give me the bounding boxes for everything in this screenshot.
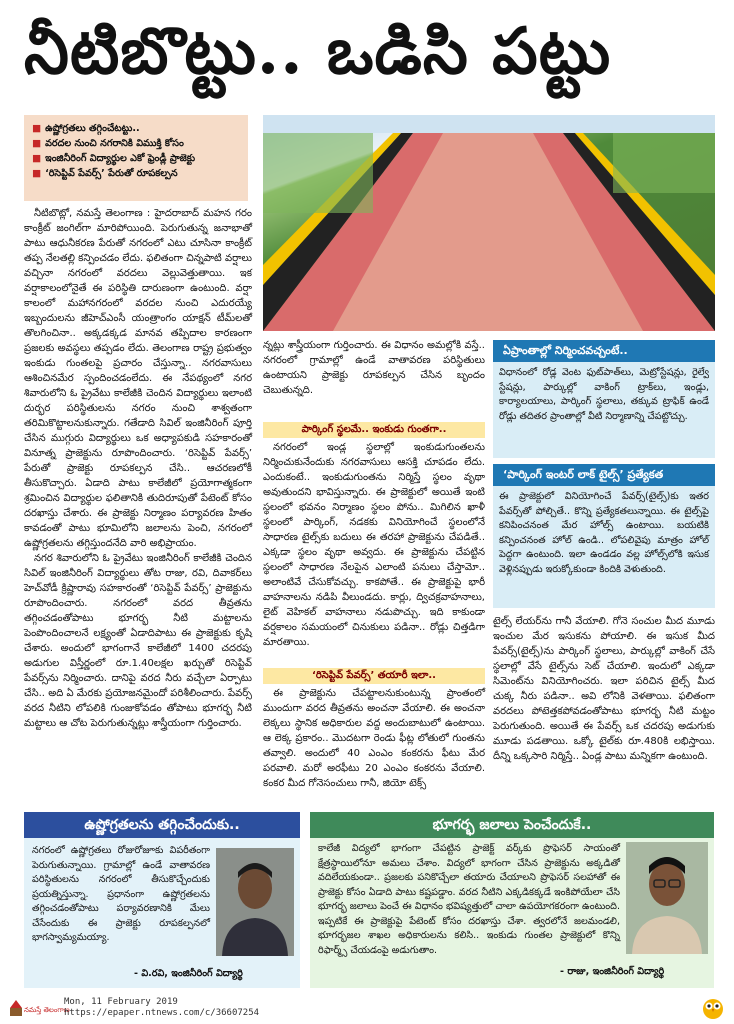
article-paragraph: ఈ ప్రాజెక్టును చేపట్టాలనుకుంటున్న ప్రాంతంలో ముందుగా వరద తీవ్రతను అంచనా వేయాలి. ఈ అంచనా లెక్కలు స్థానిక అధికారుల వద్ద అందుబాటులో ఉంటాయి. ఆ లెక్క ప్రకారం.. మొదటగా రెండు ఫీట్ల లోతులో గుంతను తవ్వాలి. అందులో 40 ఎంఎం కంకరను ఫీటు మేర పరవాలి. మరో అరఫీటు 20 ఎంఎం కంకరను వేయాలి. కంకర మీద గోనెసంచులు గానీ, జియో టెక్స్ [263,688,485,789]
article-paragraph: నగర శివారులోని ఓ ప్రైవేటు ఇంజినీరింగ్ కాలేజీకి చెందిన సివిల్ ఇంజినీరింగ్ విద్యార్థులు తోట రాజు, రవి, దివాకర్‌లు హెచ్‌వోడీ క్రిష్ణారావు సహకారంతో ‘రిసెప్టివ్ పేవర్స్’ ప్రాజెక్టును రూపొందించారు. నగరంలో వరద తీవ్రతను తగ్గించడంతోపాటు భూగర్భ నీటి మట్టాలను పెంపొందించాలనే లక్ష్యంతో ఏడాదిపాటు ఈ ప్రాజెక్టుకు కృషి చేశారు. అందులో భాగంగానే కాలేజీలో 1400 చదరపు అడుగుల విస్తీర్ణంలో రూ.1.40లక్షల ఖర్చుతో రిసెప్టివ్ పేవర్స్‌ను నిర్మించారు. దానిపై వరద నీరు వచ్చేలా ఏర్పాటు చేసి.. అది ఏ మేరకు ప్రయోజనమైందో పరిశీలించారు. పేవర్స్ వరద నీటిని లోపలికి గుంజుకోవడం తోపాటు భూగర్భ నీటి మట్టాలు ఆ చోట పెరుగుతున్నట్లు శాస్త్రీయంగా గుర్తించారు. [24,553,252,729]
quote-ravi-text: నగరంలో ఉష్ణోగ్రతలు రోజురోజూకు విపరీతంగా పెరుగుతున్నాయి. గ్రామాల్లో ఉండే వాతావరణ పరిస్థితులను నగరంలో తీసుకొచ్చేందుకు ప్రయత్నిస్తున్నా. ప్రధానంగా ఉష్ణోగ్రతలను తగ్గించడంతోపాటు పర్యావరణానికి మేలు చేసేందుకు ఈ ప్రాజెక్టు రూపకల్పనలో భాగస్వామ్యమయ్యా. [32,845,210,943]
edition-date: Mon, 11 February 2019 [64,997,178,1007]
quote-ravi-header: ఉష్ణోగ్రతలను తగ్గించేందుకు.. [24,812,300,838]
highlight-item: ■ ఉష్ణోగ్రతలు తగ్గించేటట్టు.. [32,123,140,134]
raju-portrait [626,842,708,954]
quote-ravi-signature: - వి.రవి, ఇంజినీరింగ్ విద్యార్థి [134,968,243,979]
logo-icon [6,996,70,1020]
quote-raju-signature: - రాజు, ఇంజినీరింగ్ విద్యార్థి [560,966,665,977]
headline: నీటిబొట్టు.. ఒడిసి పట్టు [24,14,612,89]
highlight-item: ■ వరదల నుంచి నగరానికి విముక్తి కోసం [32,138,184,149]
newspaper-logo [6,996,70,1020]
box-locations-body: విధానంలో రోడ్ల వెంట ఫుట్‌పాత్‌లు, మెట్రోస్టేషన్లు, రైల్వే స్టేషన్లు, పార్కుల్లో వాకింగ్ ట్రాక్‌లు, ఇండ్లు, కార్యాలయాలు, పార్కింగ్ స్థలాలు, తక్కువ ట్రాఫిక్ ఉండే రోడ్లు తదితర ప్రాంతాల్లో వీటి నిర్మాణాన్ని చేపట్టొచ్చు. [493,362,715,458]
quote-raju-text: కాలేజీ విద్యలో భాగంగా చేపట్టిన ప్రాజెక్ట్ వర్క్‌కు ప్రొఫెసర్ సాయంతో క్షేత్రస్థాయిలోనూ అమలు చేశాం. విద్యలో భాగంగా చేసిన ప్రాజెక్టును అక్కడితో వదిలేయకుండా.. ప్రజలకు పనికొచ్చేలా తయారు చేయాలని ప్రొఫెసర్ సలహాతో ఈ ప్రాజెక్టు కోసం ఏడాది పాటు కష్టపడ్డాం. వరద నీటిని ఎక్కడికక్కడే ఇంకిపోయేలా చేసి భూగర్భ జలాలు పెంచే ఈ విధానం భవిష్యత్తులో చాలా ఉపయోగకరంగా ఉంటుంది. ఇప్పటికే ఈ ప్రాజెక్టుపై పేటెంట్ కోసం దరఖాస్తు చేశా. త్వరలోనే జలమండలి, భూగర్భజల శాఖల అధికారులను కలిసి.. ఇంకుడు గుంతల ప్రాజెక్టులో కొన్ని రిఫార్మ్స్ చేయడంపై అడుగుతాం. [318,843,620,956]
article-column-2-intro [263,338,485,396]
epaper-footer [0,994,734,1024]
box-tiles-header: ‘పార్కింగ్ ఇంటర్ లాక్ టైల్స్’ ప్రత్యేకత [493,464,715,486]
quote-box-ravi [24,812,300,988]
highlight-text: ఉష్ణోగ్రతలు తగ్గించేటట్టు.. [45,123,140,134]
quote-box-raju [310,812,714,988]
highlight-text: ఇంజినీరింగ్ విద్యార్థుల ఎకో ఫ్రెండ్లీ ప్రాజెక్టు [45,153,196,164]
portrait-icon [626,842,708,954]
article-paragraph: టైల్స్ లేయర్‌ను గానీ వేయాలి. గోనె సంచుల మీద మూడు ఇంచుల మేర ఇసుకను పోయాలి. ఈ ఇసుక మీద పేవర్స్(టైల్స్)ను పార్కింగ్ స్థలాలు, పార్కుల్లో వాకింగ్ చేసే స్థలాల్లో వేసే టైల్స్‌ను సెట్ చేయాలి. ఇందులో ఎక్కడా సిమెంట్‌ను వినియోగించరు. ఇలా పరిచిన టైల్స్ మీద చుక్క నీరు పడినా.. అవి లోనికి వెళతాయి. ఫలితంగా వరదలు పోటెత్తకపోవడంతోపాటు భూగర్భ నీటి మట్టం పెరుగుతుంది. అయితే ఈ పేవర్స్ ఒక చదరపు అడుగుకు మూడు పడతాయి. ఒక్కో టైల్‌కు రూ.480కి లభిస్తాయి. దీన్ని ఒక్కసారి నిర్మిస్తే.. ఏండ్ల పాటు మన్నికగా ఉంటుంది. [493,616,715,762]
article-paragraph: నగరంలో ఇండ్ల స్థలాల్లో ఇంకుడుగుంతలను నిర్మించుకునేందుకు నగరవాసులు ఆసక్తి చూపడం లేదు. ఎందుకంటే.. ఇంకుడుగుంతను నిర్మిస్తే స్థలం వృథా అవుతుందని భావిస్తున్నారు. ఈ ప్రాజెక్టులో అయితే ఇంటి స్థలంలో భవనం నిర్మాణం స్థలం పోను.. మిగిలిన ఖాళీ స్థలంలో పార్కింగ్, నడకకు వినియోగించే స్థలంలోనే సాధారణ టైల్స్‌కు బదులు ఈ తరహా ప్రాజెక్టును చేపడితే.. ఎక్కడా స్థలం వృథా అవ్వదు. ఈ ప్రాజెక్టును చేపట్టిన స్థలంలో సాధారణ నేలపైన ఎలాంటి పనులు చేస్తామో.. అలాంటివే చేసుకోవచ్చు. కాకపోతే.. ఈ ప్రాజెక్టుపై భారీ వాహనాలను నడిపి వీలుండదు. కార్లు, ద్విచక్రవాహనాలు, లైట్ వెహికల్ వాహనాలు నడుపొచ్చు. ఇది కాకుండా వర్షకాలం సమయంలో చినుకులు పడినా.. రోడ్లు చిత్తడిగా మారతాయి. [263,442,485,648]
highlight-item: ■ ఇంజినీరింగ్ విద్యార్థుల ఎకో ఫ్రెండ్లీ ప్రాజెక్టు [32,153,196,164]
box-locations-header: ఏప్రాంతాల్లో నిర్మించవచ్చంటే.. [493,340,715,362]
walkway-illustration [263,115,715,331]
highlights-box [24,115,248,201]
owl-icon [700,994,726,1020]
subheading-parking: పార్కింగ్ స్థలమే.. ఇంకుడు గుంతగా.. [263,422,485,438]
portrait-icon [216,848,294,956]
article-column-2-section-2 [263,686,485,800]
epaper-url[interactable]: https://epaper.ntnews.com/c/36607254 [64,1008,260,1018]
logo-text: నమస్తే తెలంగాణ [24,1006,70,1014]
highlight-item: ■ ‘రిసెప్టివ్ పేవర్స్’ పేరుతో రూపకల్పన [32,168,178,179]
paver-walkway-photo [263,115,715,331]
article-column-1 [24,206,252,800]
article-column-3 [493,614,715,800]
article-paragraph: న్నట్లు శాస్త్రీయంగా గుర్తించారు. ఈ విధానం అమల్లోకి వస్తే.. నగరంలో గ్రామాల్లో ఉండే వాతావరణ పరిస్థితులు ఉంటాయని ప్రాజెక్టు రూపకల్పన చేసిన బృందం చెబుతున్నది. [263,340,485,396]
article-paragraph: నీటిబొట్లో, నమస్తే తెలంగాణ : హైదరాబాద్ మహన గరం కాంక్రీట్ జంగిల్‌గా మారిపోయింది. పెరుగుతున్న జనాభాతో పాటు ఆధునీకరణ పేరుతో నగరంలో ఎటు చూసినా కాంక్రీట్ తప్ప నేలతల్లి కన్పించడం లేదు. ఫలితంగా చిన్నపాటి వర్షాలు వచ్చినా నగరంలో వరదలు వెల్లువెత్తుతాయి. ఇక వర్షాకాలంలోనైతే ఈ పరిస్థితి దారుణంగా ఉంటుంది. వర్షా కాలంలో మహానగరంలో వరదల నుంచి ఎదురయ్యే ఇబ్బందులను జీహెచ్‌ఎంసీ యంత్రాంగం యాక్షన్ టీమ్‌లతో తొలగించినా.. అక్కడక్కడ మానవ తప్పిదాల కారణంగా ప్రజలకు అవస్థలు తప్పడం లేదు. తెలంగాణ రాష్ట్ర ప్రభుత్వం ఇంకుడు గుంతలపై ప్రచారం చేస్తున్నా.. నగరవాసులు ఆశించినమేర స్పందించడంలేదు. ఈ నేపథ్యంలో నగర శివారులోని ఓ ప్రైవేటు కాలేజీకి చెందిన విద్యార్థులు ఇలాంటి దుర్భర పరిస్థితులను నగరం నుంచి శాశ్వతంగా తరిమికొట్టాలనుకున్నారు. గతేడాది సివిల్ ఇంజినీరింగ్ పూర్తి చేసిన ముగ్గురు విద్యార్థులు ఒక అధ్యాపకుడి సహకారంతో వినూత్న ప్రాజెక్టును రూపొందించారు. ‘రిసెప్టివ్ పేవర్స్’ పేరుతో ప్రాజెక్టు రూపకల్పన చేసి.. ఆచరణలోకీ తీసుకొచ్చారు. ఏడాది పాటు కాలేజీలో ప్రయోగాత్మకంగా శ్రమించిన విద్యార్థుల ఫలితానికి తుదిరూపుతో పేటెంట్ కోసం దరఖాస్తు చేశారు. ఈ ప్రాజెక్టు నిర్మాణం పర్యావరణ హితం కావడంతో పాటు భూమిలోని జలాలను పెంచి, నగరంలో ఉష్ణోగ్రతలను తగ్గిస్తుందనేది వారి అభిప్రాయం. [24,208,252,549]
highlight-text: వరదల నుంచి నగరానికి విముక్తి కోసం [45,138,184,149]
box-tiles-body: ఈ ప్రాజెక్టులో వినియోగించే పేవర్స్(టైల్స్)కు ఇతర పేవర్స్‌తో పోల్చితే.. కొన్ని ప్రత్యేకతలున్నాయి. ఈ టైల్స్‌పై కనిపించనంత మేర హోల్స్ ఉంటాయి. బయటికి కన్పించనంత హోల్ ఉండి.. లోపలివైపు మాత్రం హోల్ పెద్దగా ఉంటుంది. ఇలా ఉండడం వల్ల హోల్స్‌లోకి ఇసుక వెళ్లినప్పుడు ఇరుక్కోకుండా కిందికి వెళుతుంది. [493,486,715,608]
highlight-text: ‘రిసెప్టివ్ పేవర్స్’ పేరుతో రూపకల్పన [45,168,178,179]
ravi-portrait [216,848,294,956]
article-column-2-section-1 [263,440,485,664]
quote-raju-header: భూగర్భ జలాలు పెంచేందుకే.. [310,812,714,838]
subheading-preparation: ‘రిసెప్టివ్ పేవర్స్’ తయారీ ఇలా.. [263,668,485,684]
